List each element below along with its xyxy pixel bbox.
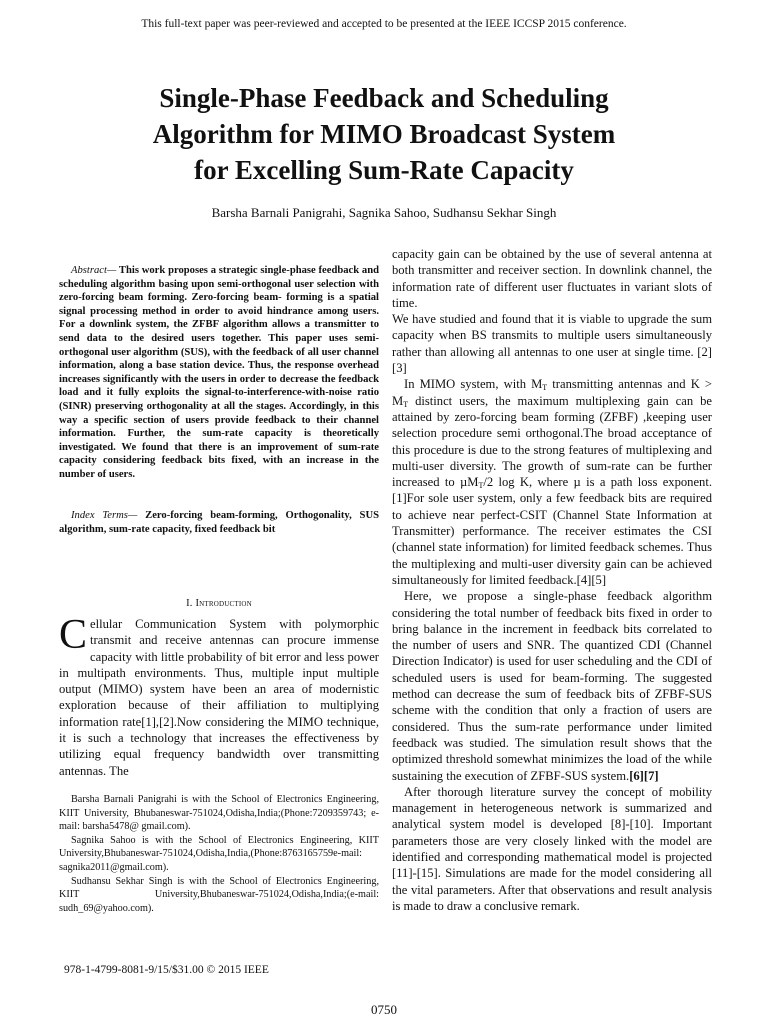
section-title: Introduction (195, 598, 252, 609)
footnote: Sagnika Sahoo is with the School of Electronics Engineering, KIIT University,Bhubaneswar-751024,Odisha,India,(Phone:8763165759e-mail: sagnika2011@gmail.com). (59, 834, 379, 873)
paragraph (392, 376, 712, 588)
author-footnotes (59, 793, 379, 915)
right-column-text (392, 246, 712, 914)
index-terms-body: Zero-forcing beam-forming, Orthogonality, SUS algorithm, sum-rate capacity, fixed feedback bit (59, 510, 379, 535)
conference-note: This full-text paper was peer-reviewed and accepted to be presented at the IEEE ICCSP 2015 conference. (141, 18, 627, 30)
index-terms (59, 509, 379, 536)
abstract-body: This work proposes a strategic single-phase feedback and scheduling algorithm basing upon semi-orthogonal user selection with zero-forcing beam forming. Zero-forcing beam- forming is a spatial signal processing method in order to avoid hindrance among users. For a downlink system, the ZFBF algorithm allows a transmitter to send data to the desired users together. This paper uses semi-orthogonal user algorithm (SUS), with the feedback of all user channel information, along a base station device. Thus, the response overhead increases significantly with the users in order to decrease the feedback load and it fully exploits the signal-to-interference-with-noise ratio (SINR) preserving orthogonality at all the stages. Accordingly, in this way a specific section of users provide feedback to their channel information. Further, the sum-rate capacity is theoretically investigated. We found that there is an improvement of sum-rate capacity considering feedback bits fixed, with an increase in the number of users. (59, 265, 379, 480)
introduction-text (59, 612, 379, 779)
paragraph (392, 588, 712, 784)
paragraph: After thorough literature survey the concept of mobility management in heterogeneous network is summarized and analytical system model is developed [8]-[10]. Important parameters those are very closely linked with the model are identified and corresponding mathematical model is projected [11]-[15]. Simulations are made for the model considering all the vital parameters. After that observations and result analysis is made to draw a conclusive remark. (392, 784, 712, 913)
subscript: T (542, 383, 548, 393)
copyright-line: 978-1-4799-8081-9/15/$31.00 © 2015 IEEE (64, 964, 269, 976)
title-line: Algorithm for MIMO Broadcast System (152, 119, 616, 149)
drop-cap: C (59, 612, 88, 658)
footnote: Sudhansu Sekhar Singh is with the School of Electronics Engineering, KIIT University,Bhubaneswar-751024,Odisha,India;(e-mail: sudh_69@yahoo.com). (59, 875, 379, 914)
abstract-lead: Abstract— (71, 265, 117, 276)
title-line: Single-Phase Feedback and Scheduling (159, 83, 609, 113)
paper-title (84, 80, 684, 188)
paragraph: We have studied and found that it is viable to upgrade the sum capacity when BS transmits to multiple users simultaneously rather than allowing all antennas to one user at single time. [2][3] (392, 312, 712, 376)
intro-body: ellular Communication System with polymorphic transmit and receive antennas can procure immense capacity with little probability of bit error and less power in multipath environments. Thus, multiple input multiple output (MIMO) system have been an area of modernistic exploration because of their affiliation to multiplying information rate[1],[2].Now considering the MIMO technique, it is such a technology that increases the effectiveness by utilizing equal frequency bandwidth over transmitting antennas. The (59, 617, 379, 778)
text-run: /2 log K, where µ is a path loss exponent.[1]For sole user system, only a few feedback bits are required to achieve near perfect-CSIT (Channel State Information at Transmitter) performance. The receiver estimates the CSI (channel state information) for limited feedback schemes. Thus the multiplexing and multi-user diversity gain can be achieved simultaneously for limited feedback.[4][5] (392, 475, 712, 587)
reference-citation: [6][7] (629, 768, 659, 783)
author-list: Barsha Barnali Panigrahi, Sagnika Sahoo, Sudhansu Sekhar Singh (211, 205, 557, 220)
section-number: I. (186, 598, 193, 609)
subscript: T (403, 399, 409, 409)
text-run: In MIMO system, with M (404, 377, 543, 392)
subscript: T (478, 481, 484, 491)
section-heading (59, 598, 379, 609)
text-run: Here, we propose a single-phase feedback algorithm considering the total number of feedback bits fixed in order to bring balance in the increment in feedback bits correlated to the number of users and SNR. The quantized CDI (Channel Direction Indicator) is used for user scheduling and the CDI of scheduled users is used for beam-forming. The suggested method can decrease the sum of feedback bits of ZFBF-SUS scheme with the condition that only a fraction of users are considered. Thus the sum-rate performance under limited feedback was studied. The simulation result shows that the optimized threshold somewhat minimizes the load of the while sustaining the execution of ZFBF-SUS system. (392, 589, 712, 783)
footnote: Barsha Barnali Panigrahi is with the School of Electronics Engineering, KIIT University, Bhubaneswar-751024,Odisha,India;(Phone:7209359743; e-mail: barsha5478@ gmail.com). (59, 794, 379, 833)
index-terms-lead: Index Terms— (71, 510, 138, 521)
text-run: distinct users, the maximum multiplexing gain can be attained by zero-forcing beam forming (ZFBF) ,keeping user selection procedure semi orthogonal.The broad acceptance of this procedure is due to the strong features of multiplexing and multi-user diversity. The growth of sum-rate can be further increased to µM (392, 393, 712, 490)
text-run: transmitting antennas and K > M (392, 377, 712, 408)
abstract (59, 264, 379, 482)
title-line: for Excelling Sum-Rate Capacity (194, 155, 574, 185)
paragraph: capacity gain can be obtained by the use of several antenna at both transmitter and receiver section. In downlink channel, the information rate of different user fluctuates in variant slots of time. (392, 247, 712, 310)
page-number: 0750 (371, 1002, 397, 1017)
